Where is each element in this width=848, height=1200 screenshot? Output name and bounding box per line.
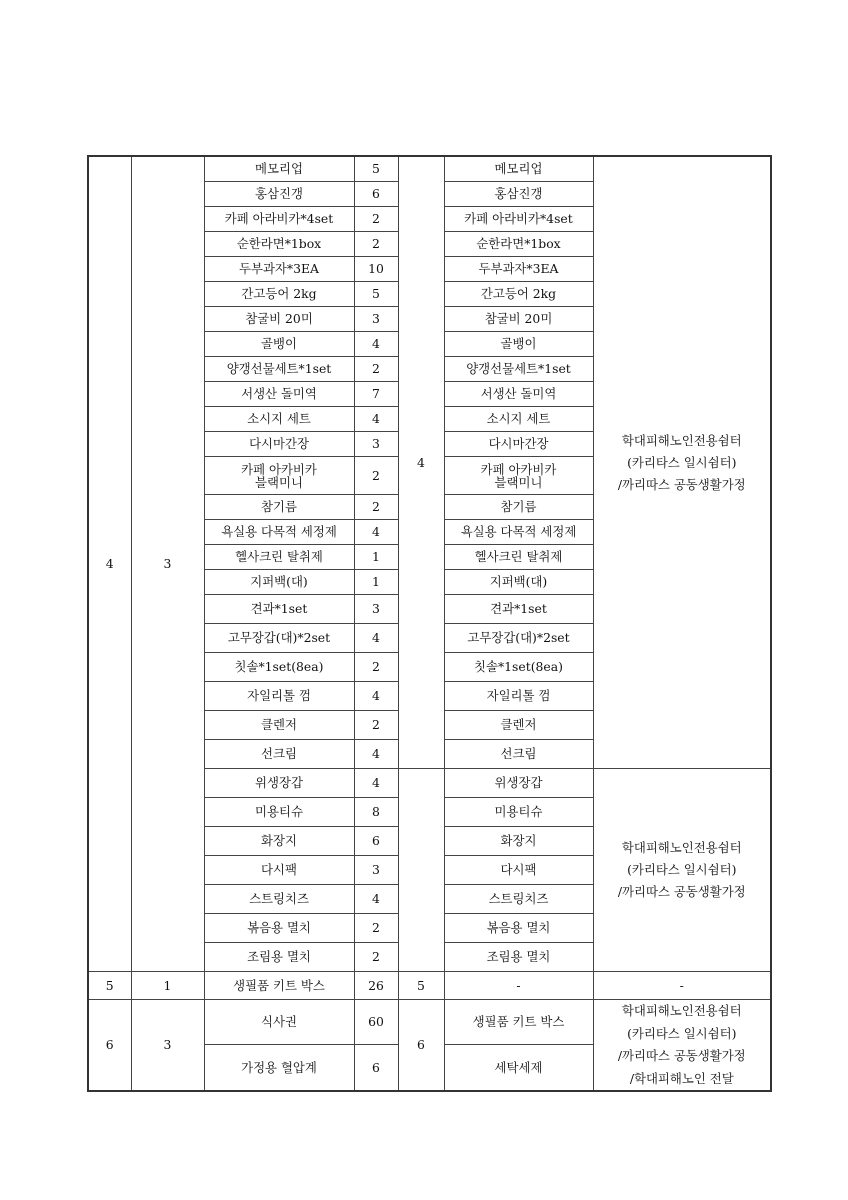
dist-item-name: 순한라면*1box	[444, 232, 593, 257]
dist-item-name: 세탁세제	[444, 1045, 593, 1091]
item-name: 고무장갑(대)*2set	[204, 624, 354, 653]
shelter-line: (카리타스 일시쉼터)	[627, 862, 737, 877]
dist-item-name: 견과*1set	[444, 595, 593, 624]
shelter-line: /까리따스 공동생활가정	[617, 884, 746, 899]
item-name: 자일리톨 껌	[204, 682, 354, 711]
shelter-line: (카리타스 일시쉼터)	[627, 454, 737, 470]
dist-item-name: 자일리톨 껌	[444, 682, 593, 711]
item-name: 양갱선물세트*1set	[204, 357, 354, 382]
item-name: 지퍼백(대)	[204, 570, 354, 595]
item-qty: 2	[354, 232, 398, 257]
item-name: 다시팩	[204, 856, 354, 885]
shelter-name	[593, 1000, 771, 1092]
dist-item-name: 화장지	[444, 827, 593, 856]
dist-item-name: 메모리업	[444, 156, 593, 182]
item-qty: 4	[354, 407, 398, 432]
item-name: 볶음용 멸치	[204, 914, 354, 943]
row-number-right: 5	[398, 972, 444, 1000]
shelter-name	[593, 156, 771, 769]
item-qty: 2	[354, 711, 398, 740]
dist-item-name: 고무장갑(대)*2set	[444, 624, 593, 653]
dist-item-name: 소시지 세트	[444, 407, 593, 432]
shelter-line: 학대피해노인전용쉼터	[621, 840, 742, 855]
dist-item-name: 생필품 키트 박스	[444, 1000, 593, 1045]
row-count-left: 3	[131, 1000, 204, 1092]
item-qty: 2	[354, 207, 398, 232]
item-name: 서생산 돌미역	[204, 382, 354, 407]
row-count-left: 3	[131, 156, 204, 972]
item-name: 선크림	[204, 740, 354, 769]
dist-item-name-line: 카페 아카비카	[480, 461, 557, 477]
shelter-line: (카리타스 일시쉼터)	[627, 1025, 737, 1041]
row-number-right: 6	[398, 1000, 444, 1092]
item-name: 참굴비 20미	[204, 307, 354, 332]
item-name: 조림용 멸치	[204, 943, 354, 972]
dist-item-name: 다시마간장	[444, 432, 593, 457]
item-qty: 2	[354, 357, 398, 382]
shelter-name: -	[593, 972, 771, 1000]
item-name-line: 블랙미니	[255, 474, 303, 490]
item-qty: 2	[354, 653, 398, 682]
item-qty: 1	[354, 545, 398, 570]
shelter-line: /학대피해노인 전달	[629, 1070, 734, 1086]
dist-item-name: 양갱선물세트*1set	[444, 357, 593, 382]
dist-item-name: 카페 아라비카*4set	[444, 207, 593, 232]
item-name-line: 카페 아카비카	[241, 461, 317, 477]
item-qty: 3	[354, 856, 398, 885]
item-qty: 7	[354, 382, 398, 407]
dist-item-name: 칫솔*1set(8ea)	[444, 653, 593, 682]
dist-item-name: 조림용 멸치	[444, 943, 593, 972]
item-qty: 60	[354, 1000, 398, 1045]
dist-item-name: 두부과자*3EA	[444, 257, 593, 282]
dist-item-name: -	[444, 972, 593, 1000]
dist-item-name: 클렌저	[444, 711, 593, 740]
item-qty: 2	[354, 943, 398, 972]
shelter-line: 학대피해노인전용쉼터	[621, 432, 742, 448]
dist-item-name: 홍삼진갱	[444, 182, 593, 207]
item-qty: 6	[354, 182, 398, 207]
dist-item-name: 선크림	[444, 740, 593, 769]
dist-item-name: 간고등어 2kg	[444, 282, 593, 307]
item-name: 다시마간장	[204, 432, 354, 457]
item-qty: 2	[354, 495, 398, 520]
dist-item-name: 서생산 돌미역	[444, 382, 593, 407]
item-name: 위생장갑	[204, 769, 354, 798]
row-number-left: 6	[88, 1000, 131, 1092]
dist-item-name: 헬사크린 탈취제	[444, 545, 593, 570]
dist-item-name: 욕실용 다목적 세정제	[444, 520, 593, 545]
item-name: 가정용 혈압계	[204, 1045, 354, 1091]
item-qty: 3	[354, 595, 398, 624]
item-qty: 2	[354, 457, 398, 495]
shelter-line: /까리따스 공동생활가정	[617, 1048, 746, 1063]
row-number-left: 5	[88, 972, 131, 1000]
shelter-line: /까리따스 공동생활가정	[617, 476, 746, 492]
item-name: 헬사크린 탈취제	[204, 545, 354, 570]
dist-item-name: 참굴비 20미	[444, 307, 593, 332]
item-qty: 3	[354, 307, 398, 332]
item-name: 화장지	[204, 827, 354, 856]
dist-item-name: 위생장갑	[444, 769, 593, 798]
row-number-left: 4	[88, 156, 131, 972]
item-name: 생필품 키트 박스	[204, 972, 354, 1000]
item-qty: 6	[354, 827, 398, 856]
item-qty: 4	[354, 769, 398, 798]
table-row	[88, 1000, 771, 1045]
row-number-right-empty	[398, 769, 444, 972]
shelter-name	[593, 769, 771, 972]
item-qty: 1	[354, 570, 398, 595]
dist-item-name: 참기름	[444, 495, 593, 520]
item-qty: 2	[354, 914, 398, 943]
dist-item-name-line: 블랙미니	[494, 474, 543, 490]
item-name: 순한라면*1box	[204, 232, 354, 257]
row-number-right: 4	[398, 156, 444, 769]
row-count-left: 1	[131, 972, 204, 1000]
item-name: 견과*1set	[204, 595, 354, 624]
item-qty: 4	[354, 332, 398, 357]
item-name: 미용티슈	[204, 798, 354, 827]
dist-item-name: 골뱅이	[444, 332, 593, 357]
item-name: 두부과자*3EA	[204, 257, 354, 282]
item-qty: 3	[354, 432, 398, 457]
dist-item-name: 다시팩	[444, 856, 593, 885]
table-body	[88, 156, 771, 1091]
item-qty: 8	[354, 798, 398, 827]
item-name: 간고등어 2kg	[204, 282, 354, 307]
item-qty: 26	[354, 972, 398, 1000]
item-qty: 4	[354, 885, 398, 914]
item-qty: 4	[354, 624, 398, 653]
item-name: 칫솔*1set(8ea)	[204, 653, 354, 682]
table-row	[88, 972, 771, 1000]
table-row	[88, 156, 771, 182]
shelter-line: 학대피해노인전용쉼터	[621, 1003, 742, 1018]
item-qty: 4	[354, 520, 398, 545]
item-name: 참기름	[204, 495, 354, 520]
dist-item-name: 미용티슈	[444, 798, 593, 827]
item-qty: 4	[354, 682, 398, 711]
item-name: 골뱅이	[204, 332, 354, 357]
item-name	[204, 457, 354, 495]
dist-item-name: 볶음용 멸치	[444, 914, 593, 943]
item-qty: 4	[354, 740, 398, 769]
item-name: 욕실용 다목적 세정제	[204, 520, 354, 545]
dist-item-name	[444, 457, 593, 495]
item-name: 메모리업	[204, 156, 354, 182]
item-name: 스트링치즈	[204, 885, 354, 914]
dist-item-name: 스트링치즈	[444, 885, 593, 914]
item-name: 카페 아라비카*4set	[204, 207, 354, 232]
item-name: 식사권	[204, 1000, 354, 1045]
item-name: 소시지 세트	[204, 407, 354, 432]
item-name: 홍삼진갱	[204, 182, 354, 207]
item-name: 클렌저	[204, 711, 354, 740]
item-qty: 5	[354, 282, 398, 307]
distribution-table	[87, 155, 772, 1092]
item-qty: 5	[354, 156, 398, 182]
item-qty: 10	[354, 257, 398, 282]
dist-item-name: 지퍼백(대)	[444, 570, 593, 595]
item-qty: 6	[354, 1045, 398, 1091]
